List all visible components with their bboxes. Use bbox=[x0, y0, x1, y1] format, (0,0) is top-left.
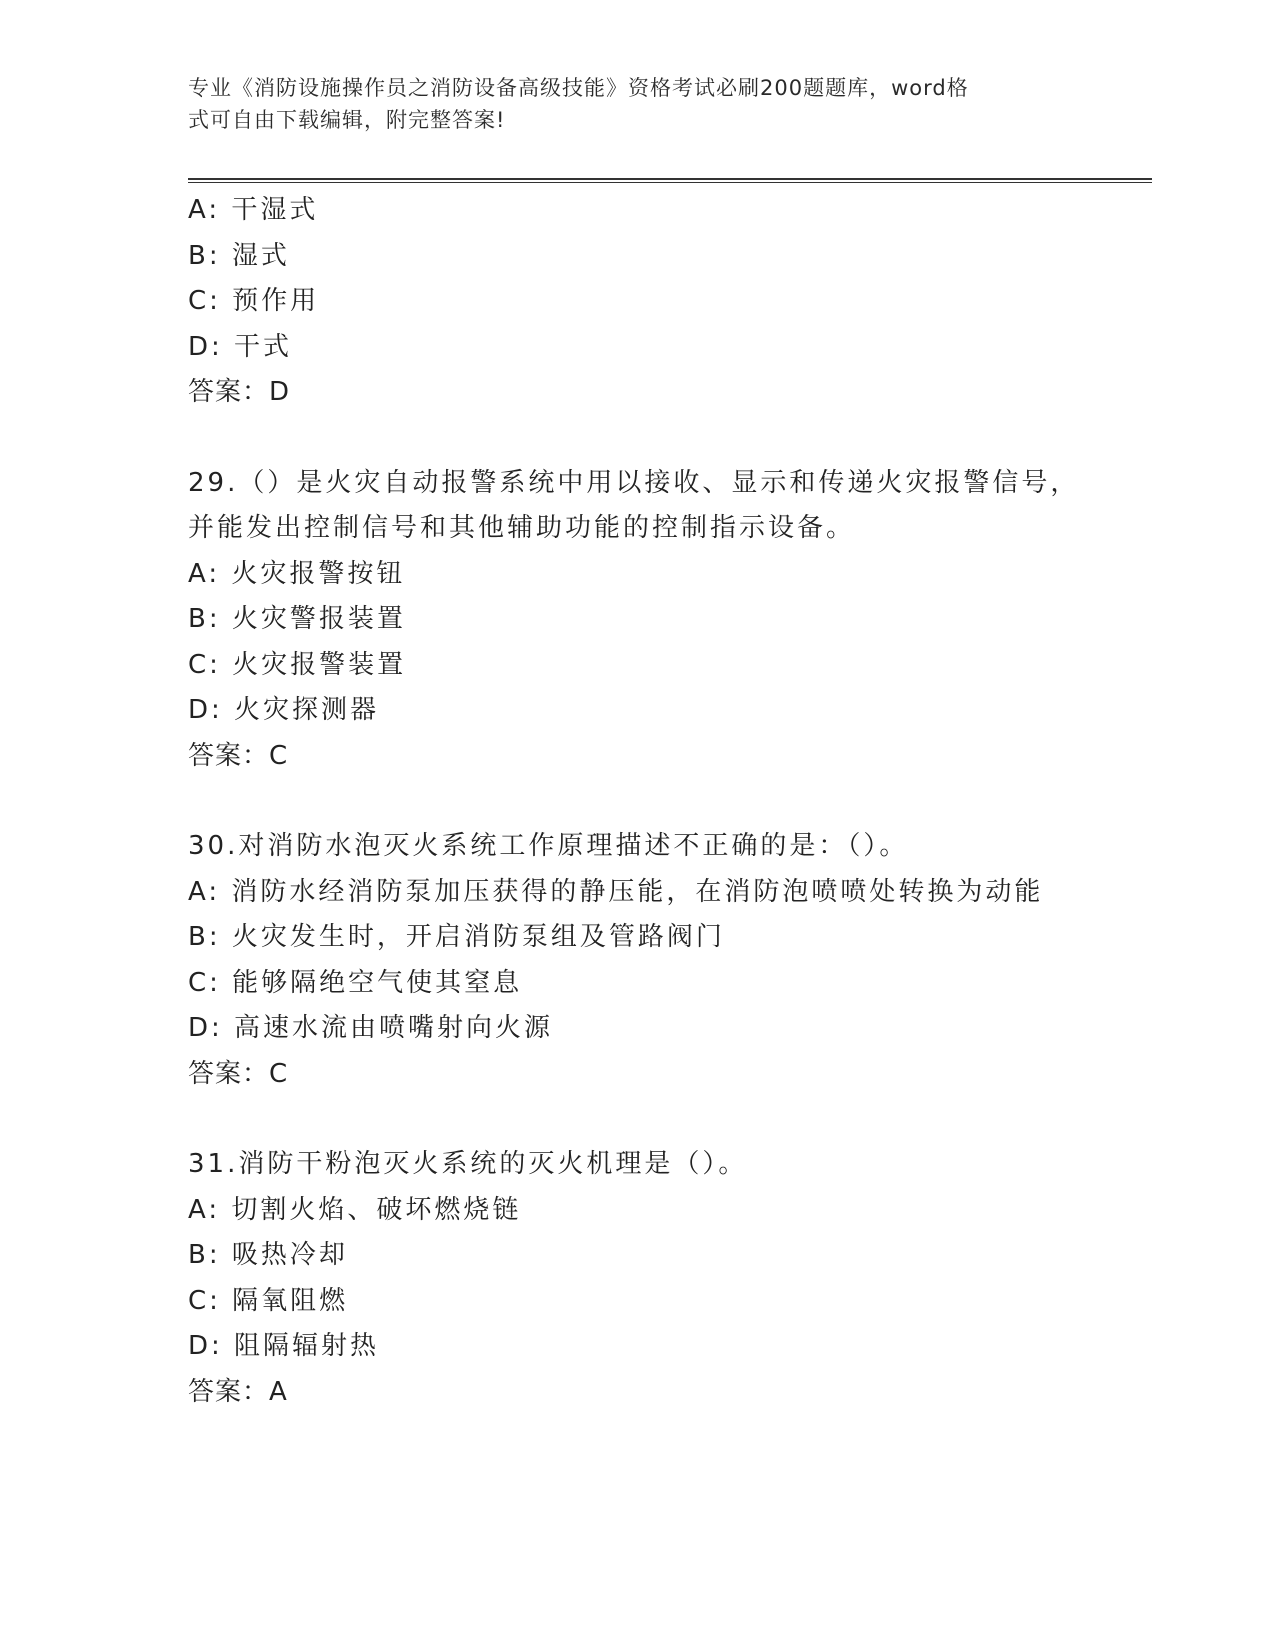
option-a: A: 火灾报警按钮 bbox=[188, 558, 406, 589]
option-d: D: 火灾探测器 bbox=[188, 695, 380, 725]
option-a: A: 切割火焰、破坏燃烧链 bbox=[188, 1194, 522, 1225]
option-b: B: 火灾警报装置 bbox=[188, 604, 406, 634]
option-b: B: 吸热冷却 bbox=[188, 1240, 348, 1270]
question-spacer bbox=[188, 779, 1088, 824]
header-divider-bottom bbox=[188, 182, 1152, 183]
answer-line: 答案：A bbox=[188, 1376, 288, 1407]
option-d: D: 干式 bbox=[188, 331, 293, 362]
answer-line: 答案：D bbox=[188, 377, 291, 407]
option-d: D: 阻隔辐射热 bbox=[188, 1331, 380, 1361]
question-30 bbox=[188, 824, 1088, 1097]
header-line-2: 式可自由下载编辑，附完整答案! bbox=[188, 108, 506, 132]
question-31 bbox=[188, 1142, 1088, 1415]
option-c: C: 火灾报警装置 bbox=[188, 649, 407, 680]
answer-line: 答案：C bbox=[188, 1058, 289, 1089]
question-stem: 31.消防干粉泡灭火系统的灭火机理是（）。 bbox=[188, 1149, 748, 1179]
header-line-1: 专业《消防设施操作员之消防设备高级技能》资格考试必刷200题题库，word格 bbox=[188, 76, 969, 100]
option-b: B: 火灾发生时，开启消防泵组及管路阀门 bbox=[188, 922, 725, 952]
question-29 bbox=[188, 461, 1088, 780]
option-a: A: 消防水经消防泵加压获得的静压能，在消防泡喷喷处转换为动能 bbox=[188, 876, 1044, 907]
header-divider-top bbox=[188, 178, 1152, 180]
option-a: A: 干湿式 bbox=[188, 195, 319, 225]
question-stem: 30.对消防水泡灭火系统工作原理描述不正确的是：（）。 bbox=[188, 831, 909, 861]
option-c: C: 隔氧阻燃 bbox=[188, 1285, 349, 1316]
answer-line: 答案：C bbox=[188, 740, 289, 771]
option-c: C: 预作用 bbox=[188, 286, 320, 316]
question-list bbox=[188, 188, 1088, 1415]
question-spacer bbox=[188, 416, 1088, 461]
question-spacer bbox=[188, 1097, 1088, 1142]
document-header bbox=[188, 72, 1068, 136]
option-d: D: 高速水流由喷嘴射向火源 bbox=[188, 1013, 554, 1043]
option-c: C: 能够隔绝空气使其窒息 bbox=[188, 967, 523, 998]
question-28 bbox=[188, 188, 1088, 416]
question-stem-continued: 并能发出控制信号和其他辅助功能的控制指示设备。 bbox=[188, 513, 856, 543]
option-b: B: 湿式 bbox=[188, 240, 290, 271]
question-stem: 29.（）是火灾自动报警系统中用以接收、显示和传递火灾报警信号， bbox=[188, 467, 1080, 498]
